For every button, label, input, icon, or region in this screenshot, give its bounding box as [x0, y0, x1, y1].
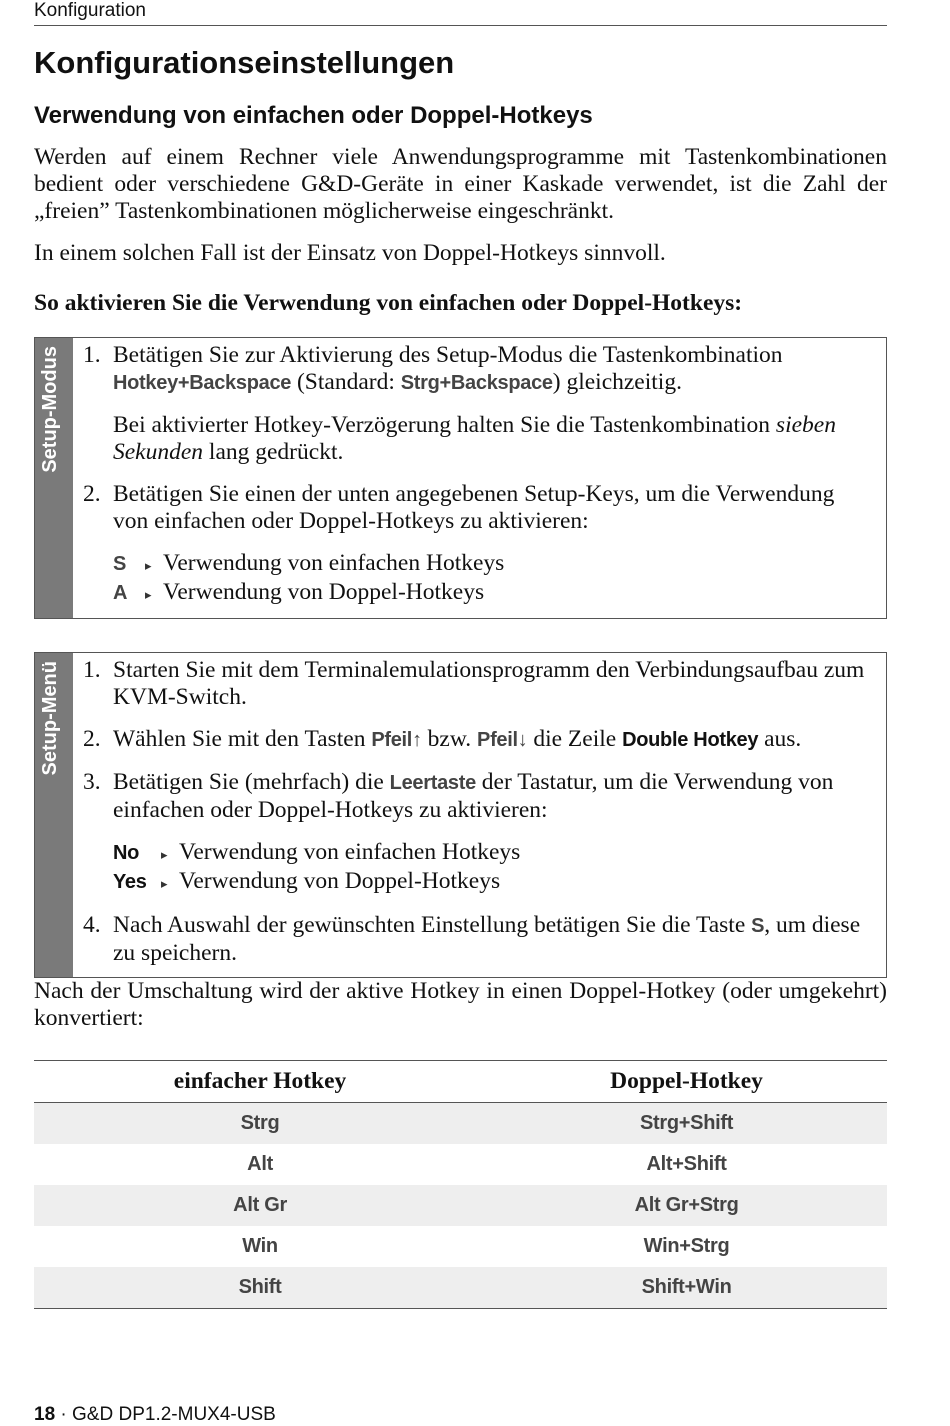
table-row	[34, 1103, 887, 1145]
table-row	[34, 1267, 887, 1309]
step-number: 1.	[83, 657, 101, 683]
hotkey-table	[34, 1060, 887, 1309]
product-name: G&D DP1.2-MUX4-USB	[72, 1404, 276, 1425]
setup-menu-box	[34, 652, 887, 978]
option-row	[113, 839, 866, 868]
arrow-right-icon: ▸	[145, 587, 152, 602]
step-text	[113, 769, 866, 897]
setup-modus-tab	[35, 338, 73, 618]
table-header-row	[34, 1061, 887, 1103]
setup-modus-steps	[83, 342, 866, 608]
key-label: Hotkey+Backspace	[113, 372, 292, 394]
step-text	[113, 726, 866, 754]
text-segment: Betätigen Sie zur Aktivierung des Setup-Modus die Tastenkombination	[113, 342, 783, 368]
intro-paragraph-2: In einem solchen Fall ist der Einsatz von Doppel-Hotkeys sinnvoll.	[34, 240, 666, 266]
text-segment: Betätigen Sie (mehrfach) die	[113, 769, 390, 795]
step-item	[83, 912, 866, 967]
running-header: Konfiguration	[34, 0, 887, 26]
column-header: Doppel-Hotkey	[486, 1061, 887, 1103]
table-cell: Shift+Win	[486, 1267, 887, 1309]
option-text: Verwendung von Doppel-Hotkeys	[163, 579, 485, 605]
option-key: S	[113, 553, 127, 575]
table-cell: Win+Strg	[643, 1235, 730, 1257]
table-cell: Win	[242, 1235, 278, 1257]
table-cell: Alt Gr+Strg	[486, 1185, 887, 1226]
option-row	[113, 868, 866, 897]
step-item	[83, 657, 866, 711]
key-label: Pfeil↑	[371, 729, 422, 751]
option-key: Yes	[113, 871, 147, 893]
text-segment: ) gleichzeitig.	[552, 369, 682, 395]
option-key: No	[113, 842, 140, 864]
text-segment: Wählen Sie mit den Tasten	[113, 726, 372, 752]
table-cell: Alt Gr	[34, 1185, 486, 1226]
arrow-right-icon: ▸	[161, 847, 168, 862]
step-text	[113, 912, 866, 967]
table-cell: Alt	[247, 1153, 273, 1175]
text-segment: lang gedrückt.	[203, 439, 344, 465]
setup-menu-tab	[35, 653, 73, 977]
setup-modus-label: Setup-Modus	[39, 346, 61, 473]
step-number: 1.	[83, 342, 101, 368]
text-segment: Betätigen Sie einen der unten angegebenen Setup-Keys, um die Verwendung von einfachen oder Doppel-Hotkeys zu aktivieren:	[113, 481, 835, 534]
footer-separator: ·	[55, 1404, 73, 1425]
step-number: 2.	[83, 726, 101, 752]
setup-modus-content	[73, 338, 886, 618]
conversion-paragraph: Nach der Umschaltung wird der aktive Hotkey in einen Doppel-Hotkey (oder umgekehrt) konvertiert:	[34, 978, 887, 1031]
table-row	[34, 1185, 887, 1226]
step-item	[83, 342, 866, 466]
key-label: S	[751, 915, 765, 937]
table-row	[34, 1226, 887, 1267]
table-row	[34, 1144, 887, 1185]
option-text: Verwendung von Doppel-Hotkeys	[179, 868, 501, 894]
setup-modus-box	[34, 337, 887, 619]
step-item	[83, 726, 866, 754]
step-number: 4.	[83, 912, 101, 938]
table-cell: Strg+Shift	[486, 1103, 887, 1145]
menu-line-label: Double Hotkey	[622, 729, 759, 751]
arrow-right-icon: ▸	[145, 558, 152, 573]
section-subtitle: Verwendung von einfachen oder Doppel-Hotkeys	[34, 102, 593, 129]
step-text	[113, 342, 866, 466]
option-list	[113, 550, 866, 608]
step-item	[83, 769, 866, 897]
page-number: 18	[34, 1404, 56, 1425]
page	[34, 0, 887, 1309]
step-number: 3.	[83, 769, 101, 795]
arrow-right-icon: ▸	[161, 876, 168, 891]
text-segment: die Zeile	[527, 726, 623, 752]
text-segment: (Standard:	[291, 369, 401, 395]
step-text: Starten Sie mit dem Terminalemulationsprogramm den Verbindungsaufbau zum KVM-Switch.	[113, 657, 865, 710]
step-number: 2.	[83, 481, 101, 507]
step-note	[113, 412, 866, 466]
text-segment: bzw.	[421, 726, 478, 752]
text-segment: Nach Auswahl der gewünschten Einstellung betätigen Sie die Taste	[113, 912, 752, 938]
text-segment: der Tastatur, um die Verwendung von einfachen oder Doppel-Hotkeys zu aktivieren:	[113, 769, 834, 823]
page-title: Konfigurationseinstellungen	[34, 45, 455, 80]
table-cell: Shift	[34, 1267, 486, 1309]
option-text: Verwendung von einfachen Hotkeys	[163, 550, 505, 576]
option-row	[113, 579, 866, 608]
page-footer	[34, 1404, 276, 1426]
text-segment: , um diese zu speichern.	[113, 912, 861, 966]
intro-paragraph: Werden auf einem Rechner viele Anwendungsprogramme mit Tastenkombinationen bedient oder verschiedene G&D-Geräte in einer Kaskade verwendet, ist die Zahl der „freien” Tastenkombinationen möglicherweise eingeschränkt.	[34, 144, 887, 224]
setup-menu-content	[73, 653, 886, 977]
setup-menu-steps	[83, 657, 866, 967]
text-segment: aus.	[758, 726, 802, 752]
table-cell: Alt+Shift	[646, 1153, 727, 1175]
option-key: A	[113, 582, 128, 604]
step-item	[83, 481, 866, 608]
table-cell: Strg	[34, 1103, 486, 1145]
column-header: einfacher Hotkey	[34, 1061, 486, 1103]
step-text	[113, 481, 866, 608]
emphasis: sieben Sekunden	[113, 412, 836, 465]
option-text: Verwendung von einfachen Hotkeys	[179, 839, 521, 865]
option-list	[113, 839, 866, 897]
setup-menu-label: Setup-Menü	[39, 661, 61, 776]
key-label: Leertaste	[389, 772, 476, 794]
key-label: Pfeil↓	[477, 729, 528, 751]
text-segment: Bei aktivierter Hotkey-Verzögerung halten Sie die Tastenkombination	[113, 412, 776, 438]
option-row	[113, 550, 866, 579]
key-label: Strg+Backspace	[400, 372, 553, 394]
instruction-lead: So aktivieren Sie die Verwendung von einfachen oder Doppel-Hotkeys:	[34, 290, 743, 316]
